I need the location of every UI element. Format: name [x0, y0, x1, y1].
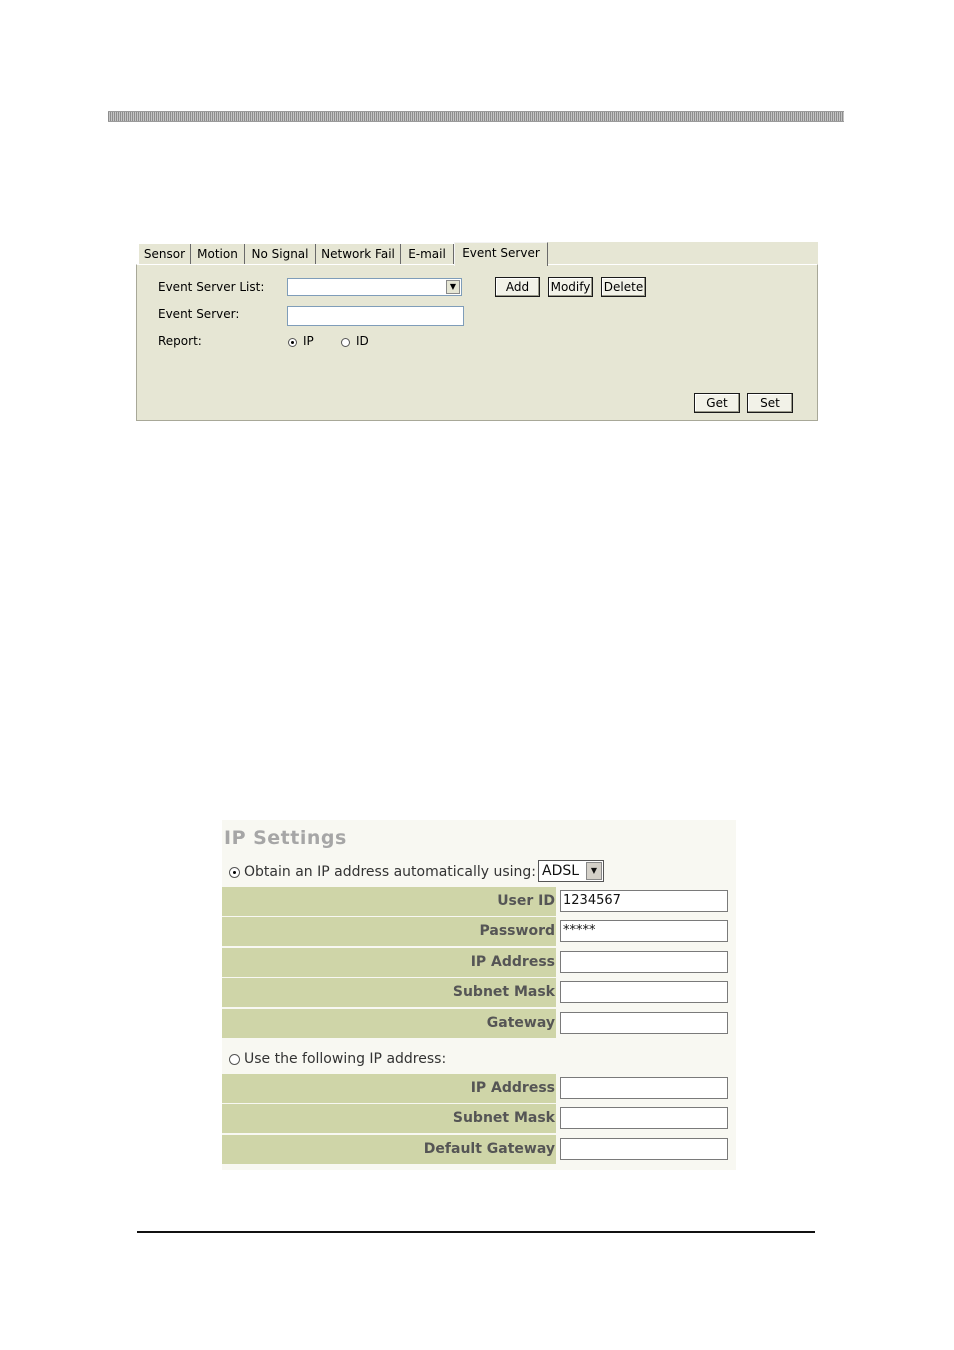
auto-ip-radio[interactable] [229, 867, 240, 878]
auto-gateway-input[interactable] [560, 1012, 728, 1034]
password-label: Password [222, 917, 556, 946]
tab-network-fail[interactable]: Network Fail [316, 244, 401, 264]
add-button[interactable]: Add [495, 277, 540, 297]
tab-motion[interactable]: Motion [191, 244, 245, 264]
user-id-label: User ID [222, 887, 556, 916]
delete-button[interactable]: Delete [601, 277, 646, 297]
static-subnet-mask-label: Subnet Mask [222, 1104, 556, 1133]
static-ip-address-label: IP Address [222, 1074, 556, 1103]
event-server-label: Event Server: [158, 307, 240, 321]
report-ip-radio[interactable] [288, 338, 297, 347]
footer-rule [137, 1231, 815, 1233]
chevron-down-icon[interactable]: ▼ [586, 862, 602, 880]
auto-gateway-label: Gateway [222, 1009, 556, 1038]
event-server-list-value [288, 283, 291, 297]
event-server-panel [136, 242, 818, 421]
tab-strip [136, 242, 818, 265]
report-label: Report: [158, 334, 202, 348]
report-ip-label: IP [303, 334, 314, 348]
tab-email[interactable]: E-mail [401, 244, 454, 264]
static-default-gateway-input[interactable] [560, 1138, 728, 1160]
user-id-input[interactable]: 1234567 [560, 890, 728, 912]
event-server-list-select[interactable] [287, 278, 462, 296]
auto-ip-address-input[interactable] [560, 951, 728, 973]
static-default-gateway-label: Default Gateway [222, 1135, 556, 1164]
chevron-down-icon[interactable]: ▼ [446, 280, 460, 294]
tab-strip-fill [548, 242, 818, 264]
static-subnet-mask-input[interactable] [560, 1107, 728, 1129]
event-server-list-label: Event Server List: [158, 280, 265, 294]
report-id-label: ID [356, 334, 369, 348]
event-server-input[interactable] [287, 306, 464, 326]
static-ip-radio[interactable] [229, 1054, 240, 1065]
static-ip-address-input[interactable] [560, 1077, 728, 1099]
tab-sensor[interactable]: Sensor [139, 244, 191, 264]
auto-subnet-mask-input[interactable] [560, 981, 728, 1003]
tab-no-signal[interactable]: No Signal [245, 244, 316, 264]
auto-method-select[interactable] [538, 860, 604, 882]
auto-subnet-mask-label: Subnet Mask [222, 978, 556, 1007]
set-button[interactable]: Set [747, 393, 793, 413]
ip-settings-title: IP Settings [224, 827, 347, 849]
report-id-radio[interactable] [341, 338, 350, 347]
event-server-form [136, 264, 818, 421]
ip-settings-panel [222, 820, 736, 1170]
static-ip-label: Use the following IP address: [244, 1051, 447, 1067]
static-ip-option[interactable] [229, 1051, 446, 1067]
header-rule [108, 111, 844, 122]
event-server-value [288, 311, 291, 325]
modify-button[interactable]: Modify [548, 277, 593, 297]
password-input[interactable]: ***** [560, 920, 728, 942]
auto-ip-option[interactable] [229, 864, 536, 880]
auto-ip-label: Obtain an IP address automatically using: [244, 864, 536, 880]
tab-event-server[interactable]: Event Server [454, 242, 548, 266]
auto-method-value: ADSL [542, 863, 580, 879]
auto-ip-address-label: IP Address [222, 948, 556, 977]
get-button[interactable]: Get [694, 393, 740, 413]
